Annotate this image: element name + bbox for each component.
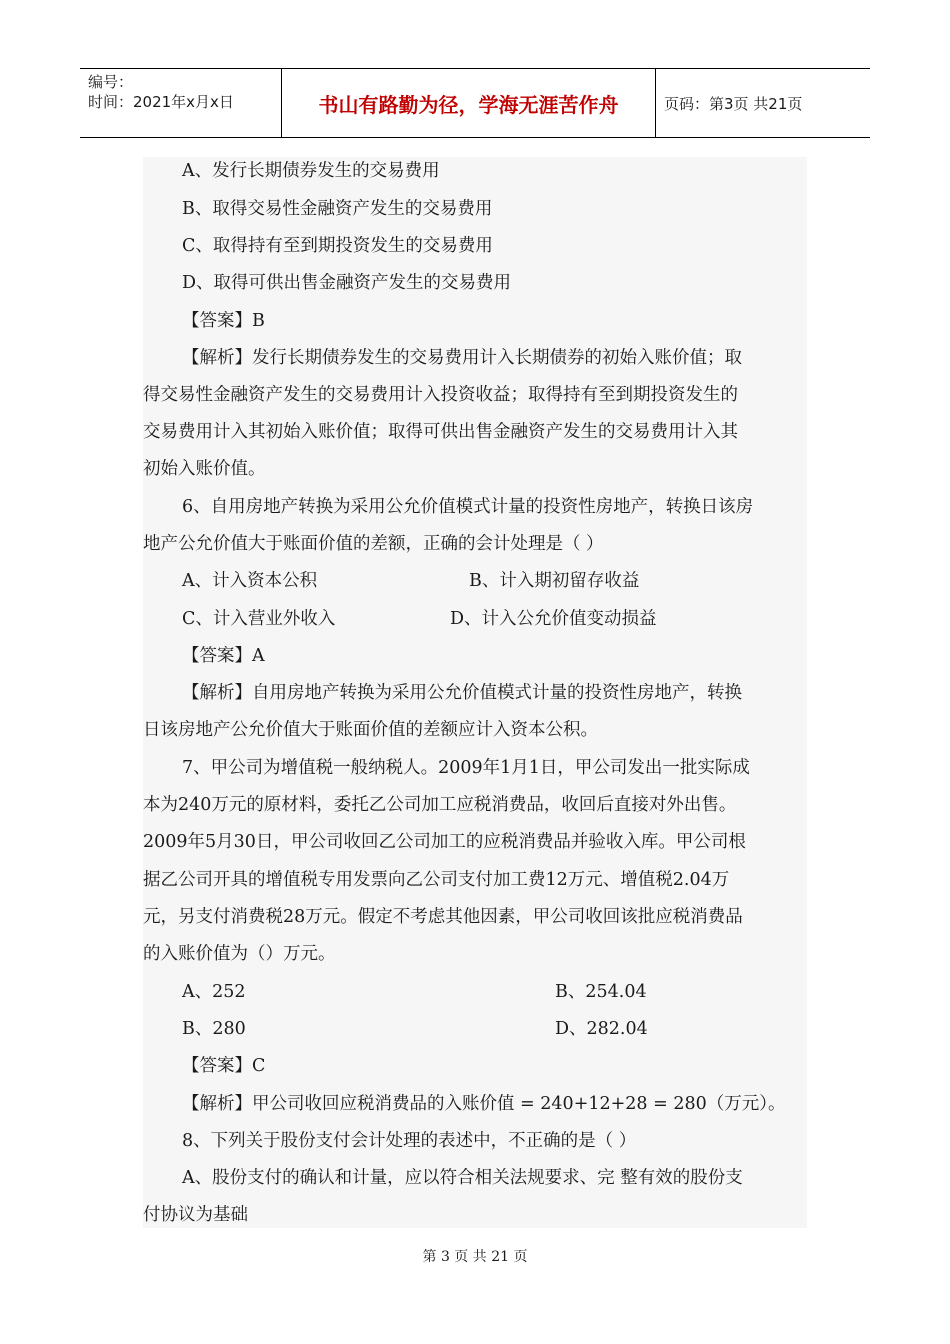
q7-analysis: 【解析】甲公司收回应税消费品的入账价值 = 240+12+28 = 280（万元）。 [182, 1094, 786, 1114]
q7-stem-line: 本为240万元的原材料，委托乙公司加工应税消费品，收回后直接对外出售。 [143, 795, 737, 815]
q5-answer: 【答案】B [182, 311, 265, 331]
q7-stem-line: 2009年5月30日，甲公司收回乙公司加工的应税消费品并验收入库。甲公司根 [143, 832, 746, 852]
q6-option-c: C、计入营业外收入 [182, 609, 336, 629]
q5-option-d: D、取得可供出售金融资产发生的交易费用 [182, 273, 512, 293]
q5-analysis-line: 【解析】发行长期债券发生的交易费用计入长期债券的初始入账价值；取 [182, 348, 742, 368]
q6-option-d: D、计入公允价值变动损益 [450, 609, 657, 629]
q8-option-a-line: 付协议为基础 [143, 1205, 248, 1225]
q5-option-a: A、发行长期债券发生的交易费用 [182, 161, 440, 181]
page-footer: 第 3 页 共 21 页 [422, 1249, 528, 1265]
q5-analysis-line: 交易费用计入其初始入账价值；取得可供出售金融资产发生的交易费用计入其 [143, 422, 738, 442]
q5-analysis-line: 得交易性金融资产发生的交易费用计入投资收益；取得持有至到期投资发生的 [143, 385, 738, 405]
q7-stem-line: 元，另支付消费税28万元。假定不考虑其他因素，甲公司收回该批应税消费品 [143, 907, 743, 927]
q8-option-a-line: A、股份支付的确认和计量，应以符合相关法规要求、完 整有效的股份支 [182, 1168, 743, 1188]
q5-analysis-line: 初始入账价值。 [143, 459, 266, 479]
q6-analysis-line: 【解析】自用房地产转换为采用公允价值模式计量的投资性房地产，转换 [182, 683, 742, 703]
q6-option-a: A、计入资本公积 [182, 571, 318, 591]
q7-option-b: B、254.04 [555, 982, 647, 1002]
header-motto: 书山有路勤为径，学海无涯苦作舟 [282, 69, 656, 137]
date-label: 时间：2021年x月x日 [88, 93, 234, 111]
q6-stem-line: 6、自用房地产转换为采用公允价值模式计量的投资性房地产，转换日该房 [182, 497, 754, 517]
q7-option-a: A、252 [182, 982, 246, 1002]
header-meta [80, 69, 282, 137]
q5-option-c: C、取得持有至到期投资发生的交易费用 [182, 236, 493, 256]
header-page-info: 页码：第3页 共21页 [664, 94, 803, 113]
q7-stem-line: 7、甲公司为增值税一般纳税人。2009年1月1日，甲公司发出一批实际成 [182, 758, 750, 778]
q5-option-b: B、取得交易性金融资产发生的交易费用 [182, 199, 493, 219]
code-label: 编号： [88, 73, 134, 91]
q6-answer: 【答案】A [182, 646, 265, 666]
page-header [80, 68, 870, 138]
q7-option-c: B、280 [182, 1019, 246, 1039]
q8-stem: 8、下列关于股份支付会计处理的表述中，不正确的是（ ） [182, 1131, 637, 1151]
q7-option-d: D、282.04 [555, 1019, 648, 1039]
q6-stem-line: 地产公允价值大于账面价值的差额，正确的会计处理是（ ） [143, 534, 604, 554]
q6-analysis-line: 日该房地产公允价值大于账面价值的差额应计入资本公积。 [143, 720, 598, 740]
q7-stem-line: 据乙公司开具的增值税专用发票向乙公司支付加工费12万元、增值税2.04万 [143, 870, 730, 890]
q7-stem-line: 的入账价值为（）万元。 [143, 944, 336, 964]
q6-option-b: B、计入期初留存收益 [469, 571, 640, 591]
q7-answer: 【答案】C [182, 1056, 266, 1076]
